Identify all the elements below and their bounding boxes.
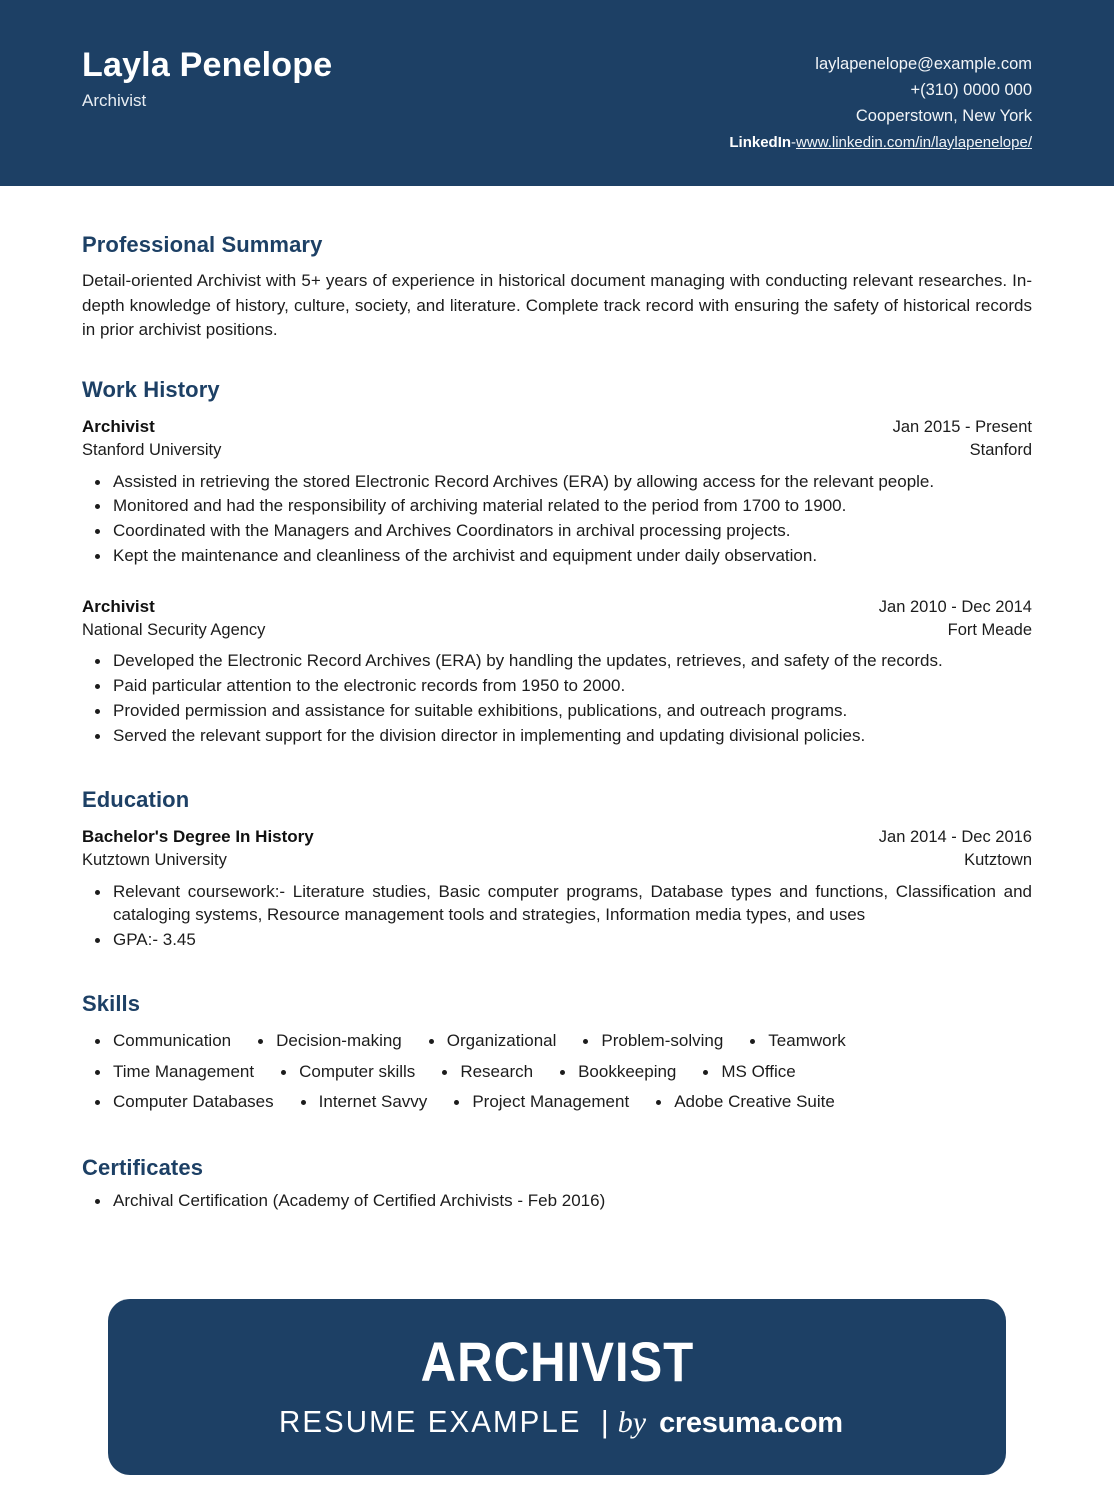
work-entry-subheader	[82, 619, 1032, 642]
section-education	[82, 749, 1032, 952]
branding-banner	[108, 1299, 1006, 1475]
section-skills	[82, 953, 1032, 1117]
education-degree: Bachelor's Degree In History	[82, 826, 314, 846]
skill-item: Internet Savvy	[288, 1087, 442, 1117]
header-identity	[82, 0, 332, 111]
skill-item: Communication	[82, 1026, 245, 1056]
work-entry-header	[82, 595, 1032, 619]
skill-item: Project Management	[441, 1087, 643, 1117]
section-work-history	[82, 342, 1032, 748]
list-item: Developed the Electronic Record Archives (ERA) by handling the updates, retrieves, and safety of the records.	[82, 649, 1032, 673]
skill-item: Research	[429, 1057, 547, 1087]
skill-item: Teamwork	[737, 1026, 859, 1056]
list-item: Relevant coursework:- Literature studies, Basic computer programs, Database types and functions, Classification and cataloging systems, Resource management tools and strategies, Information media types, and uses	[82, 880, 1032, 928]
work-dates: Jan 2010 - Dec 2014	[878, 597, 1032, 616]
certificates-list	[82, 1189, 1032, 1213]
education-dates: Jan 2014 - Dec 2016	[878, 827, 1032, 846]
list-item: Monitored and had the responsibility of archiving material related to the period from 1700 to 1900.	[82, 494, 1032, 518]
education-entry-header	[82, 825, 1032, 849]
work-role: Archivist	[82, 417, 155, 437]
skill-item: Adobe Creative Suite	[643, 1087, 849, 1117]
list-item: Served the relevant support for the division director in implementing and updating divisional policies.	[82, 724, 1032, 748]
work-organization: Stanford University	[82, 440, 222, 459]
contact-phone[interactable]: +(310) 0000 000	[910, 80, 1032, 99]
list-item: Paid particular attention to the electronic records from 1950 to 2000.	[82, 674, 1032, 698]
banner-by-word: by	[617, 1406, 647, 1439]
section-heading-summary: Professional Summary	[82, 232, 323, 257]
education-entry-subheader	[82, 849, 1032, 872]
work-entry-subheader	[82, 439, 1032, 462]
education-entry	[82, 825, 1032, 952]
work-bullet-list	[82, 470, 1032, 568]
section-certificates	[82, 1117, 1032, 1213]
contact-block	[729, 0, 1032, 154]
education-location: Kutztown	[964, 850, 1032, 869]
resume-header	[0, 0, 1114, 186]
section-heading-skills: Skills	[82, 990, 141, 1016]
list-item: Kept the maintenance and cleanliness of the archivist and equipment under daily observation.	[82, 544, 1032, 568]
banner-subtitle	[271, 1404, 843, 1440]
banner-title: ARCHIVIST	[420, 1330, 694, 1393]
contact-linkedin[interactable]	[729, 131, 1032, 155]
list-item: Archival Certification (Academy of Certified Archivists - Feb 2016)	[82, 1189, 1032, 1213]
list-item: GPA:- 3.45	[82, 928, 1032, 952]
work-organization: National Security Agency	[82, 620, 266, 639]
skills-list	[82, 1026, 1007, 1117]
skill-item: Decision-making	[245, 1026, 416, 1056]
branding-banner-wrapper	[0, 1299, 1114, 1475]
list-item: Provided permission and assistance for suitable exhibitions, publications, and outreach programs.	[82, 699, 1032, 723]
section-heading-certificates: Certificates	[82, 1155, 204, 1181]
skill-item: Computer Databases	[82, 1087, 288, 1117]
skill-item: Problem-solving	[570, 1026, 737, 1056]
work-bullet-list	[82, 649, 1032, 747]
banner-brand[interactable]: cresuma.com	[659, 1407, 843, 1439]
skill-item: Computer skills	[268, 1057, 429, 1087]
education-institution: Kutztown University	[82, 850, 227, 869]
work-location: Fort Meade	[947, 620, 1032, 639]
section-heading-work: Work History	[82, 376, 220, 402]
job-title: Archivist	[82, 91, 147, 111]
work-dates: Jan 2015 - Present	[892, 418, 1032, 437]
work-role: Archivist	[82, 596, 155, 616]
linkedin-label: LinkedIn	[729, 133, 792, 151]
work-entry-header	[82, 415, 1032, 439]
contact-email[interactable]: laylapenelope@example.com	[815, 55, 1032, 73]
linkedin-url[interactable]: www.linkedin.com/in/laylapenelope/	[796, 133, 1032, 151]
section-professional-summary	[82, 186, 1032, 342]
skill-item: Organizational	[416, 1026, 571, 1056]
list-item: Coordinated with the Managers and Archives Coordinators in archival processing projects.	[82, 519, 1032, 543]
education-bullet-list	[82, 880, 1032, 952]
banner-separator: |	[600, 1404, 609, 1439]
work-location: Stanford	[969, 440, 1032, 459]
linkedin-separator: -	[791, 133, 797, 151]
page-title: Layla Penelope	[82, 46, 333, 84]
skill-item: MS Office	[690, 1057, 809, 1087]
skill-item: Bookkeeping	[547, 1057, 690, 1087]
skill-item: Time Management	[82, 1057, 268, 1087]
contact-location: Cooperstown, New York	[855, 106, 1032, 125]
resume-body	[0, 186, 1114, 1213]
list-item: Assisted in retrieving the stored Electronic Record Archives (ERA) by allowing access for the relevant people.	[82, 470, 1032, 494]
banner-subtitle-main: RESUME EXAMPLE	[279, 1404, 582, 1439]
section-heading-education: Education	[82, 786, 190, 812]
work-entry	[82, 415, 1032, 568]
summary-text: Detail-oriented Archivist with 5+ years of experience in historical document managing with conducting relevant researches. In-depth knowledge of history, culture, society, and literature. Complete track record with ensuring the safety of historical records in prior archivist positions.	[82, 271, 1032, 339]
work-entry	[82, 595, 1032, 748]
